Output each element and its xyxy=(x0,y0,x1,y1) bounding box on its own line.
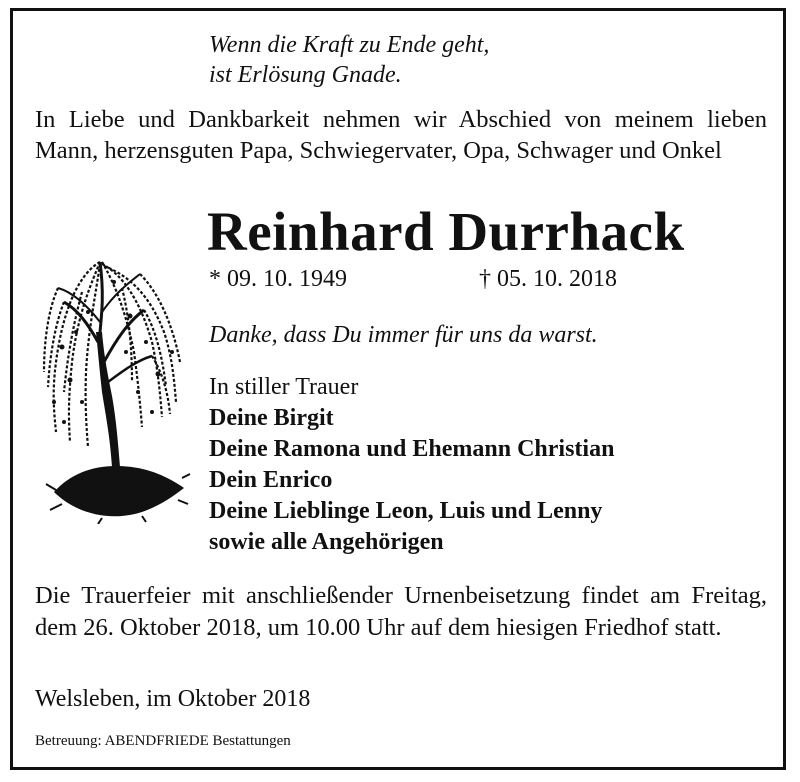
birth-date: * 09. 10. 1949 xyxy=(209,266,347,292)
undertaker-credit: Betreuung: ABENDFRIEDE Bestattungen xyxy=(35,733,291,749)
mourner-name: Deine Lieblinge Leon, Luis und Lenny xyxy=(209,498,603,524)
motto-line-2: ist Erlösung Gnade. xyxy=(209,62,402,88)
thanks-line: Danke, dass Du immer für uns da warst. xyxy=(209,322,598,348)
weeping-willow-icon xyxy=(42,252,192,524)
place-date: Welsleben, im Oktober 2018 xyxy=(35,686,311,712)
mourner-name: Deine Birgit xyxy=(209,405,334,431)
motto-line-1: Wenn die Kraft zu Ende geht, xyxy=(209,32,490,58)
mourner-name: Deine Ramona und Ehemann Christian xyxy=(209,436,615,462)
funeral-info: Die Trauerfeier mit anschließender Urnenbeisetzung findet am Freitag, dem 26. Oktober 2018, um 10.00 Uhr auf dem hiesigen Friedhof statt. xyxy=(35,582,767,641)
intro-text: In Liebe und Dankbarkeit nehmen wir Abschied von meinem lieben Mann, herzensguten Papa, Schwiegervater, Opa, Schwager und Onkel xyxy=(35,106,767,164)
deceased-name: Reinhard Durrhack xyxy=(207,201,685,262)
death-date: † 05. 10. 2018 xyxy=(479,266,617,292)
mourner-name: sowie alle Angehörigen xyxy=(209,529,444,555)
mourner-name: Dein Enrico xyxy=(209,467,333,493)
mourning-heading: In stiller Trauer xyxy=(209,374,359,400)
